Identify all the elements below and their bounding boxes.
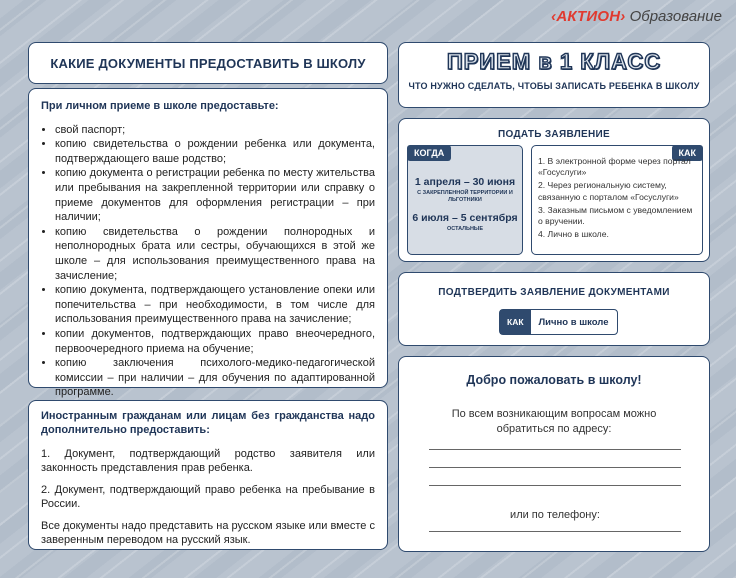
left-title: КАКИЕ ДОКУМЕНТЫ ПРЕДОСТАВИТЬ В ШКОЛУ [50, 55, 366, 71]
header-card [398, 42, 710, 108]
page-subtitle: ЧТО НУЖНО СДЕЛАТЬ, ЧТОБЫ ЗАПИСАТЬ РЕБЕНКА В ШКОЛУ [408, 81, 700, 91]
welcome-title: Добро пожаловать в школу! [466, 373, 642, 387]
apply-title: ПОДАТЬ ЗАЯВЛЕНИЕ [498, 129, 610, 140]
date-range-2: 6 июля – 5 сентября [412, 212, 518, 224]
address-line [429, 485, 681, 486]
list-item: • копию свидетельства о рождении ребенка или документа, подтверждающего ваше родство; [55, 137, 375, 166]
list-item: • копию документа о регистрации ребенка по месту жительства или пребывания на закрепленной территории или справку о приеме документов для оформления регистрации – при наличии; [55, 166, 375, 224]
foreign-paragraph-1: 1. Документ, подтверждающий родство заявителя или законность представления прав ребенка. [41, 448, 375, 474]
foreign-paragraph-3: Все документы надо представить на русском языке или вместе с заверенным переводом на русский язык. [41, 520, 375, 546]
list-item: 1. В электронной форме через портал «Госуслуги» [538, 156, 691, 178]
date-range-1: 1 апреля – 30 июня [414, 176, 516, 188]
documents-list-card [28, 88, 388, 399]
steps-list [538, 156, 698, 242]
address-line [429, 467, 681, 468]
when-box [407, 145, 523, 255]
brand-mark: ‹АКТИОН› [551, 8, 626, 25]
how-box [531, 145, 703, 255]
phone-label: или по телефону: [510, 509, 600, 521]
foreign-heading: Иностранным гражданам или лицам без гражданства надо дополнительно предоставить: [41, 410, 375, 436]
list-item: • копию документа, подтверждающего установление опеки или попечительства – при необходимости, в том числе для использования преимущественного права на зачисление; [55, 283, 375, 327]
list-item: 2. Через региональную систему, связанную с порталом «Госуслуги» [538, 180, 679, 202]
list-item: • свой паспорт; [55, 123, 375, 138]
documents-heading: При личном приеме в школе предоставьте: [41, 100, 279, 112]
confirm-method [499, 309, 618, 335]
documents-list [41, 123, 375, 400]
how-tag: КАК [672, 145, 704, 161]
confirm-value: Лично в школе [538, 316, 609, 328]
brand-name: Образование [625, 8, 722, 25]
confirm-title: ПОДТВЕРДИТЬ ЗАЯВЛЕНИЕ ДОКУМЕНТАМИ [438, 287, 670, 298]
phone-line [429, 531, 681, 532]
list-item: • копии документов, подтверждающих право внеочередного, первоочередного приема на обучение; [55, 327, 375, 356]
list-item: • копию свидетельства о рождении полнородных и неполнородных брата или сестры, обучающихся в этой же школе – для использования преимущественного права на зачисление; [55, 225, 375, 283]
welcome-card [398, 356, 710, 552]
welcome-text: По всем возникающим вопросам можно обратиться по адресу: [451, 408, 657, 435]
confirm-tag: КАК [500, 310, 531, 334]
brand-logo [551, 8, 722, 25]
page-title: ПРИЕМ в 1 КЛАСС [446, 49, 662, 74]
list-item: • копию заключения психолого-медико-педагогической комиссии – при наличии – для обучения по адаптированной программе. [55, 356, 375, 400]
when-tag: КОГДА [407, 145, 451, 161]
address-line [429, 449, 681, 450]
foreign-paragraph-2: 2. Документ, подтверждающий право ребенка на пребывание в России. [41, 484, 375, 510]
list-item: 4. Лично в школе. [538, 229, 609, 240]
apply-card [398, 118, 710, 262]
date-range-2-note: ОСТАЛЬНЫЕ [446, 226, 483, 232]
list-item: 3. Заказным письмом с уведомлением о вручении. [538, 204, 693, 227]
confirm-card [398, 272, 710, 346]
left-title-card [28, 42, 388, 84]
date-range-1-note: С ЗАКРЕПЛЕННОЙ ТЕРРИТОРИИ И ЛЬГОТНИКИ [417, 190, 513, 203]
foreign-citizens-card [28, 400, 388, 550]
